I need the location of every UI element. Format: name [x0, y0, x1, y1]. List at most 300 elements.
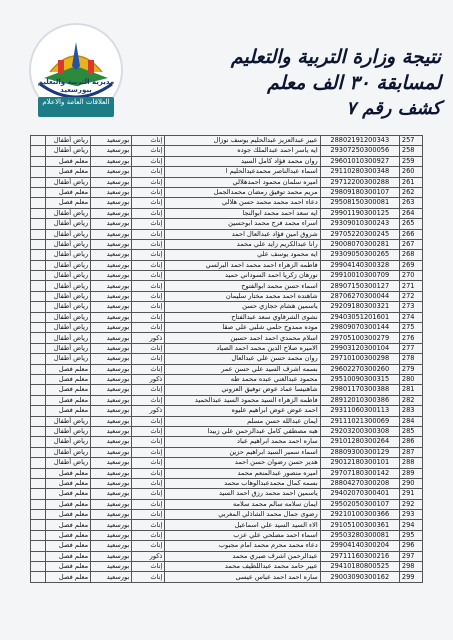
specialization-cell: رياض أطفال — [46, 239, 91, 249]
national-id-cell: 29711160300216 — [320, 551, 399, 561]
specialization-cell: رياض أطفال — [46, 302, 91, 312]
city-cell: بورسعيد — [91, 416, 132, 426]
blank-cell — [31, 312, 46, 322]
gender-cell: إناث — [132, 323, 165, 333]
blank-cell — [31, 281, 46, 291]
national-id-cell: 29910010300709 — [320, 271, 399, 281]
specialization-cell: معلم فصل — [46, 167, 91, 177]
specialization-cell: رياض أطفال — [46, 208, 91, 218]
blank-cell — [31, 260, 46, 270]
table-row — [31, 281, 423, 291]
row-number-cell: 297 — [399, 551, 422, 561]
table-row — [31, 458, 423, 468]
name-cell: نشوى الشرقاوي سعد عبدالفتاح — [165, 312, 320, 322]
row-number-cell: 286 — [399, 437, 422, 447]
blank-cell — [31, 551, 46, 561]
specialization-cell: رياض أطفال — [46, 458, 91, 468]
row-number-cell: 261 — [399, 177, 422, 187]
name-cell: رانا عبدالكريم زايد علي محمد — [165, 239, 320, 249]
gender-cell: إناث — [132, 541, 165, 551]
table-row — [31, 395, 423, 405]
specialization-cell: معلم فصل — [46, 572, 91, 582]
national-id-cell: 29403051201601 — [320, 312, 399, 322]
gender-cell: إناث — [132, 208, 165, 218]
table-row — [31, 541, 423, 551]
city-cell: بورسعيد — [91, 364, 132, 374]
blank-cell — [31, 541, 46, 551]
blank-cell — [31, 167, 46, 177]
row-number-cell: 266 — [399, 229, 422, 239]
gender-cell: إناث — [132, 510, 165, 520]
table-row — [31, 302, 423, 312]
national-id-cell: 29410180800525 — [320, 562, 399, 572]
blank-cell — [31, 458, 46, 468]
national-id-cell: 29705100300279 — [320, 333, 399, 343]
national-id-cell: 28907150300127 — [320, 281, 399, 291]
table-row — [31, 136, 423, 146]
row-number-cell: 292 — [399, 499, 422, 509]
national-id-cell: 29809180300107 — [320, 187, 399, 197]
gender-cell: ذكور — [132, 333, 165, 343]
national-id-cell: 29110280300348 — [320, 167, 399, 177]
row-number-cell: 277 — [399, 343, 422, 353]
national-id-cell: 29012180300101 — [320, 458, 399, 468]
national-id-cell: 29309010300243 — [320, 219, 399, 229]
blank-cell — [31, 198, 46, 208]
name-cell: فاطمه الزهراء السيد محمود السيد عبدالحميد — [165, 395, 320, 405]
national-id-cell: 29510090300315 — [320, 374, 399, 384]
name-cell: اسماء سمير السيد ابراهيم حزين — [165, 447, 320, 457]
city-cell: بورسعيد — [91, 250, 132, 260]
gender-cell: إناث — [132, 437, 165, 447]
name-cell: هدير حسن رضوان حسن احمد — [165, 458, 320, 468]
row-number-cell: 274 — [399, 312, 422, 322]
city-cell: بورسعيد — [91, 354, 132, 364]
city-cell: بورسعيد — [91, 478, 132, 488]
gender-cell: إناث — [132, 395, 165, 405]
name-cell: موده ممدوح حلمي شلبي علي صقا — [165, 323, 320, 333]
national-id-cell: 28804270300208 — [320, 478, 399, 488]
city-cell: بورسعيد — [91, 136, 132, 146]
logo-subcaption: العلاقات العامة والاعلام — [38, 97, 114, 117]
row-number-cell: 288 — [399, 458, 422, 468]
specialization-cell: معلم فصل — [46, 187, 91, 197]
logo-caption: مديرية التربية والتعليم ببورسعيد — [37, 78, 115, 94]
table-row — [31, 146, 423, 156]
gender-cell: إناث — [132, 572, 165, 582]
gender-cell: إناث — [132, 187, 165, 197]
page-subtitle: لمسابقة ٣٠ الف معلم — [267, 72, 441, 94]
row-number-cell: 283 — [399, 406, 422, 416]
national-id-cell: 29105100300361 — [320, 520, 399, 530]
gender-cell: إناث — [132, 146, 165, 156]
row-number-cell: 269 — [399, 260, 422, 270]
blank-cell — [31, 208, 46, 218]
blank-cell — [31, 426, 46, 436]
city-cell: بورسعيد — [91, 489, 132, 499]
city-cell: بورسعيد — [91, 271, 132, 281]
table-row — [31, 343, 423, 353]
gender-cell: إناث — [132, 281, 165, 291]
national-id-cell: 29809070300144 — [320, 323, 399, 333]
city-cell: بورسعيد — [91, 167, 132, 177]
national-id-cell: 29707180300142 — [320, 468, 399, 478]
row-number-cell: 271 — [399, 281, 422, 291]
blank-cell — [31, 364, 46, 374]
blank-cell — [31, 468, 46, 478]
name-cell: اسماء حسن محمد ابوالفتوح — [165, 281, 320, 291]
table-row — [31, 312, 423, 322]
gender-cell: إناث — [132, 136, 165, 146]
gender-cell: إناث — [132, 354, 165, 364]
blank-cell — [31, 136, 46, 146]
national-id-cell: 29508150300081 — [320, 198, 399, 208]
row-number-cell: 284 — [399, 416, 422, 426]
name-cell: ايه سعد احمد محمد ابوالنجا — [165, 208, 320, 218]
row-number-cell: 258 — [399, 146, 422, 156]
blank-cell — [31, 323, 46, 333]
specialization-cell: معلم فصل — [46, 468, 91, 478]
city-cell: بورسعيد — [91, 458, 132, 468]
row-number-cell: 257 — [399, 136, 422, 146]
city-cell: بورسعيد — [91, 520, 132, 530]
national-id-cell: 29710100300298 — [320, 354, 399, 364]
blank-cell — [31, 177, 46, 187]
gender-cell: إناث — [132, 198, 165, 208]
city-cell: بورسعيد — [91, 302, 132, 312]
row-number-cell: 287 — [399, 447, 422, 457]
specialization-cell: رياض أطفال — [46, 354, 91, 364]
table-row — [31, 572, 423, 582]
specialization-cell: رياض أطفال — [46, 271, 91, 281]
city-cell: بورسعيد — [91, 437, 132, 447]
blank-cell — [31, 489, 46, 499]
row-number-cell: 281 — [399, 385, 422, 395]
gender-cell: إناث — [132, 489, 165, 499]
table-row — [31, 530, 423, 540]
gender-cell: إناث — [132, 250, 165, 260]
name-cell: ياسمين احمد محمد رزق احمد السيد — [165, 489, 320, 499]
city-cell: بورسعيد — [91, 291, 132, 301]
results-table — [30, 135, 423, 637]
specialization-cell: معلم فصل — [46, 364, 91, 374]
specialization-cell: معلم فصل — [46, 478, 91, 488]
row-number-cell: 270 — [399, 271, 422, 281]
gender-cell: إناث — [132, 447, 165, 457]
row-number-cell: 298 — [399, 562, 422, 572]
table-row — [31, 551, 423, 561]
gender-cell: إناث — [132, 416, 165, 426]
table-row — [31, 374, 423, 384]
blank-cell — [31, 187, 46, 197]
gender-cell: إناث — [132, 343, 165, 353]
table-row — [31, 520, 423, 530]
specialization-cell: رياض أطفال — [46, 219, 91, 229]
name-cell: ساره احمد محمد ابراهيم عباد — [165, 437, 320, 447]
blank-cell — [31, 239, 46, 249]
table-row — [31, 478, 423, 488]
city-cell: بورسعيد — [91, 426, 132, 436]
table-row — [31, 510, 423, 520]
specialization-cell: رياض أطفال — [46, 229, 91, 239]
gender-cell: إناث — [132, 219, 165, 229]
blank-cell — [31, 219, 46, 229]
city-cell: بورسعيد — [91, 177, 132, 187]
national-id-cell: 29903120300104 — [320, 343, 399, 353]
blank-cell — [31, 354, 46, 364]
city-cell: بورسعيد — [91, 510, 132, 520]
row-number-cell: 289 — [399, 468, 422, 478]
gender-cell: إناث — [132, 156, 165, 166]
national-id-cell: 29904140300328 — [320, 260, 399, 270]
national-id-cell: 29111021300069 — [320, 416, 399, 426]
name-cell: شاهنده احمد محمد مختار سليمان — [165, 291, 320, 301]
blank-cell — [31, 520, 46, 530]
table-row — [31, 177, 423, 187]
specialization-cell: رياض أطفال — [46, 281, 91, 291]
gender-cell: إناث — [132, 468, 165, 478]
national-id-cell: 29712200300288 — [320, 177, 399, 187]
name-cell: ايمان عبدالله حسن مسلم — [165, 416, 320, 426]
name-cell: ايه محمود يوسف علي — [165, 250, 320, 260]
table-row — [31, 323, 423, 333]
national-id-cell: 29311060300113 — [320, 406, 399, 416]
national-id-cell: 29601010300927 — [320, 156, 399, 166]
specialization-cell: رياض أطفال — [46, 136, 91, 146]
row-number-cell: 293 — [399, 510, 422, 520]
city-cell: بورسعيد — [91, 323, 132, 333]
national-id-cell: 28706270300044 — [320, 291, 399, 301]
table-row — [31, 187, 423, 197]
blank-cell — [31, 374, 46, 384]
city-cell: بورسعيد — [91, 385, 132, 395]
gender-cell: إناث — [132, 426, 165, 436]
table-row — [31, 499, 423, 509]
specialization-cell: رياض أطفال — [46, 250, 91, 260]
name-cell: ايمان سلامه سالم محمد سلامه — [165, 499, 320, 509]
name-cell: الاميره صلاح الدين محمد احمد الصياد — [165, 343, 320, 353]
table-row — [31, 416, 423, 426]
table-row — [31, 562, 423, 572]
table-row — [31, 333, 423, 343]
name-cell: رضوى جمال محمد الشاذلي المغربي — [165, 510, 320, 520]
blank-cell — [31, 478, 46, 488]
list-number: كشف رقم ٧ — [346, 98, 441, 119]
row-number-cell: 278 — [399, 354, 422, 364]
row-number-cell: 290 — [399, 478, 422, 488]
blank-cell — [31, 406, 46, 416]
table-row — [31, 291, 423, 301]
blank-cell — [31, 156, 46, 166]
blank-cell — [31, 510, 46, 520]
name-cell: هبه مصطفي كامل عبدالرحمن علي زبيدا — [165, 426, 320, 436]
name-cell: عبدالرحمن اشرف صبري محمد — [165, 551, 320, 561]
city-cell: بورسعيد — [91, 343, 132, 353]
blank-cell — [31, 530, 46, 540]
name-cell: ايه ياسر احمد عبدالملك جوده — [165, 146, 320, 156]
specialization-cell: رياض أطفال — [46, 426, 91, 436]
specialization-cell: معلم فصل — [46, 374, 91, 384]
national-id-cell: 29008070300281 — [320, 239, 399, 249]
national-id-cell: 29502050300107 — [320, 499, 399, 509]
specialization-cell: رياض أطفال — [46, 260, 91, 270]
name-cell: شاهنيسا عماد عوض توفيق العزوني — [165, 385, 320, 395]
specialization-cell: معلم فصل — [46, 562, 91, 572]
name-cell: فاطمه الزهراء احمد محمد احمد البرلسي — [165, 260, 320, 270]
table-row — [31, 260, 423, 270]
national-id-cell: 29402070300401 — [320, 489, 399, 499]
blank-cell — [31, 395, 46, 405]
specialization-cell: رياض أطفال — [46, 447, 91, 457]
specialization-cell: معلم فصل — [46, 499, 91, 509]
gender-cell: إناث — [132, 229, 165, 239]
name-cell: بسمه كمال محمدعبدالوهاب محمد — [165, 478, 320, 488]
row-number-cell: 282 — [399, 395, 422, 405]
gender-cell: إناث — [132, 291, 165, 301]
specialization-cell: رياض أطفال — [46, 323, 91, 333]
row-number-cell: 265 — [399, 219, 422, 229]
blank-cell — [31, 146, 46, 156]
table-row — [31, 364, 423, 374]
name-cell: ياسمين هشام حجازي حسن — [165, 302, 320, 312]
city-cell: بورسعيد — [91, 156, 132, 166]
name-cell: روان محمد فؤاد كامل السيد — [165, 156, 320, 166]
specialization-cell: معلم فصل — [46, 156, 91, 166]
row-number-cell: 296 — [399, 541, 422, 551]
city-cell: بورسعيد — [91, 468, 132, 478]
city-cell: بورسعيد — [91, 551, 132, 561]
specialization-cell: رياض أطفال — [46, 146, 91, 156]
name-cell: روان محمد حسن علي عبدالعال — [165, 354, 320, 364]
table-row — [31, 468, 423, 478]
city-cell: بورسعيد — [91, 260, 132, 270]
specialization-cell: معلم فصل — [46, 395, 91, 405]
national-id-cell: 28912010300386 — [320, 395, 399, 405]
name-cell: اميره منصور عبدالمنعم محمد — [165, 468, 320, 478]
name-cell: عبير عبدالعزيز عبدالحليم يوسف نوزال — [165, 136, 320, 146]
city-cell: بورسعيد — [91, 406, 132, 416]
name-cell: محمود عبدالغني عبده محمد طه — [165, 374, 320, 384]
name-cell: بسمه اشرف السيد علي حسن عمر — [165, 364, 320, 374]
name-cell: اميره سلمان محمود احمدهلالي — [165, 177, 320, 187]
national-id-cell: 29503280300081 — [320, 530, 399, 540]
row-number-cell: 273 — [399, 302, 422, 312]
table-row — [31, 489, 423, 499]
gender-cell: إناث — [132, 530, 165, 540]
name-cell: احمد عوض عوض ابراهيم عليوه — [165, 406, 320, 416]
table-row — [31, 219, 423, 229]
specialization-cell: معلم فصل — [46, 489, 91, 499]
results-table-body — [31, 136, 423, 583]
specialization-cell: معلم فصل — [46, 198, 91, 208]
name-cell: عبير حامد محمد عبداللطيف محمد — [165, 562, 320, 572]
national-id-cell: 29904140300204 — [320, 541, 399, 551]
specialization-cell: معلم فصل — [46, 510, 91, 520]
row-number-cell: 285 — [399, 426, 422, 436]
specialization-cell: رياض أطفال — [46, 437, 91, 447]
table-row — [31, 229, 423, 239]
name-cell: نورهان زكريا احمد السوداني حميد — [165, 271, 320, 281]
national-id-cell: 28802191200343 — [320, 136, 399, 146]
table-row — [31, 250, 423, 260]
gender-cell: ذكور — [132, 406, 165, 416]
national-id-cell: 28809300300129 — [320, 447, 399, 457]
city-cell: بورسعيد — [91, 541, 132, 551]
blank-cell — [31, 229, 46, 239]
blank-cell — [31, 343, 46, 353]
gender-cell: إناث — [132, 302, 165, 312]
name-cell: اسماء احمد مصلحي علي عزب — [165, 530, 320, 540]
gender-cell: إناث — [132, 499, 165, 509]
specialization-cell: رياض أطفال — [46, 177, 91, 187]
table-row — [31, 406, 423, 416]
row-number-cell: 267 — [399, 239, 422, 249]
city-cell: بورسعيد — [91, 146, 132, 156]
table-row — [31, 385, 423, 395]
city-cell: بورسعيد — [91, 333, 132, 343]
table-row — [31, 198, 423, 208]
city-cell: بورسعيد — [91, 219, 132, 229]
name-cell: اسماء عبدالناصر محمدعبدالحليم ا — [165, 167, 320, 177]
row-number-cell: 259 — [399, 156, 422, 166]
city-cell: بورسعيد — [91, 572, 132, 582]
gender-cell: إناث — [132, 167, 165, 177]
name-cell: الاء السيد السيد علي اسماعيل — [165, 520, 320, 530]
national-id-cell: 29705220300245 — [320, 229, 399, 239]
blank-cell — [31, 416, 46, 426]
name-cell: شروق امين فؤاد عبدالعال احمد — [165, 229, 320, 239]
name-cell: دعاء احمد محمد محمد حسن هلالي — [165, 198, 320, 208]
table-row — [31, 208, 423, 218]
row-number-cell: 272 — [399, 291, 422, 301]
national-id-cell: 29210100300366 — [320, 510, 399, 520]
table-row — [31, 447, 423, 457]
city-cell: بورسعيد — [91, 208, 132, 218]
city-cell: بورسعيد — [91, 229, 132, 239]
national-id-cell: 29801170300388 — [320, 385, 399, 395]
blank-cell — [31, 447, 46, 457]
row-number-cell: 294 — [399, 520, 422, 530]
gender-cell: ذكور — [132, 551, 165, 561]
table-row — [31, 156, 423, 166]
specialization-cell: رياض أطفال — [46, 333, 91, 343]
gender-cell: إناث — [132, 239, 165, 249]
blank-cell — [31, 271, 46, 281]
table-row — [31, 167, 423, 177]
city-cell: بورسعيد — [91, 374, 132, 384]
row-number-cell: 279 — [399, 364, 422, 374]
table-row — [31, 239, 423, 249]
gender-cell: إناث — [132, 520, 165, 530]
name-cell: دعاء محمد محرم محمد امام مجبوب — [165, 541, 320, 551]
national-id-cell: 29203200300308 — [320, 426, 399, 436]
city-cell: بورسعيد — [91, 187, 132, 197]
name-cell: اسلام محمدي احمد احمد حسين — [165, 333, 320, 343]
national-id-cell: 29309050300265 — [320, 250, 399, 260]
row-number-cell: 268 — [399, 250, 422, 260]
name-cell: ساره احمد احمد عباس عيسى — [165, 572, 320, 582]
row-number-cell: 263 — [399, 198, 422, 208]
specialization-cell: معلم فصل — [46, 520, 91, 530]
gender-cell: إناث — [132, 312, 165, 322]
specialization-cell: رياض أطفال — [46, 416, 91, 426]
gender-cell: إناث — [132, 562, 165, 572]
specialization-cell: معلم فصل — [46, 530, 91, 540]
specialization-cell: معلم فصل — [46, 541, 91, 551]
blank-cell — [31, 333, 46, 343]
city-cell: بورسعيد — [91, 239, 132, 249]
blank-cell — [31, 572, 46, 582]
